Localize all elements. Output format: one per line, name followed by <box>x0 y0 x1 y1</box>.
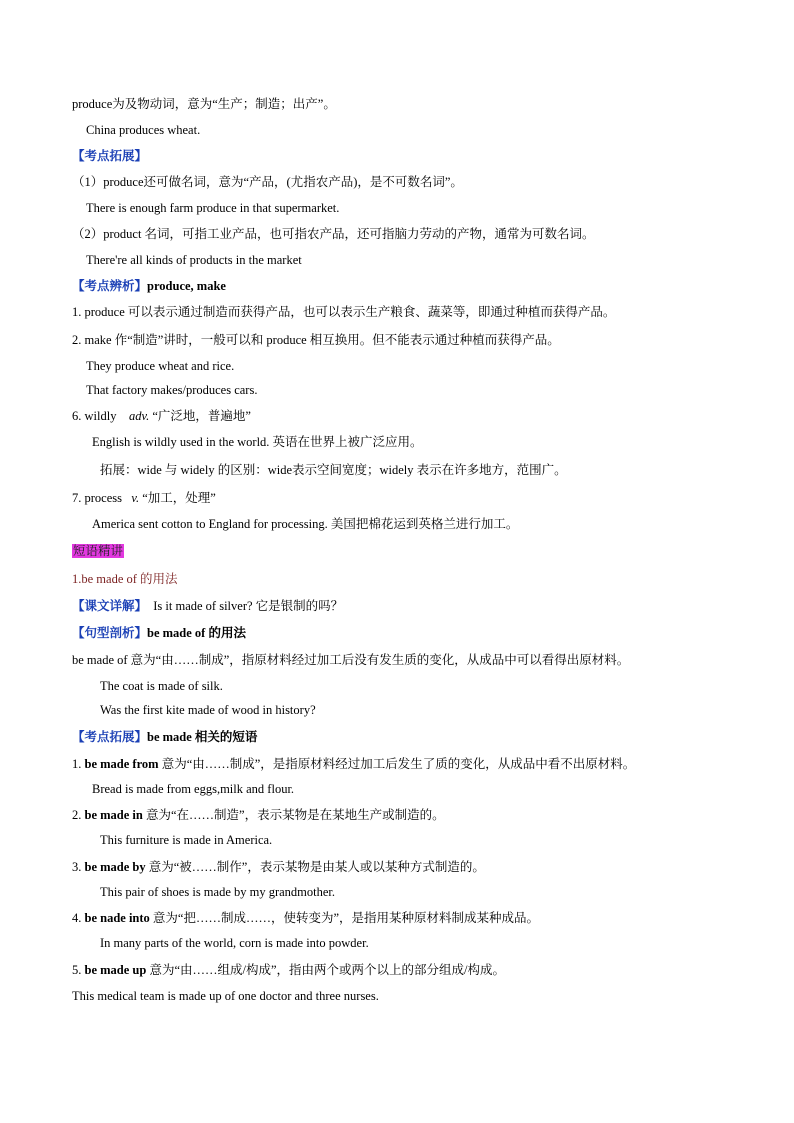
extension-note: 拓展：wide 与 widely 的区别：wide表示空间宽度；widely 表示在许多地方，范围广。 <box>100 463 567 477</box>
vocab-wildly <box>72 408 251 424</box>
phrase-meaning: 意为“由……组成/构成”，指由两个或两个以上的部分组成/构成。 <box>146 963 505 977</box>
example-sentence: Bread is made from eggs,milk and flour. <box>92 782 295 796</box>
part-of-speech: v. <box>131 491 140 505</box>
phrase-be-made-by <box>72 859 485 875</box>
text-explanation <box>72 598 343 614</box>
phrase-term: be made in <box>84 808 143 822</box>
example-sentence: America sent cotton to England for processing. 美国把棉花运到英格兰进行加工。 <box>92 517 519 531</box>
example-sentence: This furniture is made in America. <box>100 833 273 847</box>
example-sentence: Was the first kite made of wood in history? <box>100 703 316 717</box>
vocab-meaning: “广泛地，普遍地” <box>152 409 251 423</box>
produce-definition: produce为及物动词，意为“生产；制造；出产”。 <box>72 97 336 111</box>
distinction-heading <box>72 278 226 294</box>
section-tag-pattern: 【句型剖析】 <box>72 626 148 640</box>
phrase-meaning: 意为“把……制成……，使转变为”，是指用某种原材料制成某种成品。 <box>149 911 540 925</box>
list-number: 2. <box>72 808 85 822</box>
part-of-speech: adv. <box>128 409 150 423</box>
phrase-term: be made from <box>84 757 159 771</box>
example-sentence: That factory makes/produces cars. <box>86 383 258 397</box>
phrase-be-made-into <box>72 910 539 926</box>
example-sentence: English is wildly used in the world. 英语在世界上被广泛应用。 <box>92 435 423 449</box>
produce-noun-note: （1）produce还可做名词，意为“产品，(尤指农产品)，是不可数名词”。 <box>72 175 463 189</box>
distinction-point-2: 2. make 作“制造”讲时，一般可以和 produce 相互换用。但不能表示通过种植而获得产品。 <box>72 333 560 347</box>
section-tag-extension: 【考点拓展】 <box>72 149 148 163</box>
distinction-point-1: 1. produce 可以表示通过制造而获得产品，也可以表示生产粮食、蔬菜等，即通过种植而获得产品。 <box>72 305 616 319</box>
example-sentence: China produces wheat. <box>86 123 201 137</box>
distinction-topic: produce, make <box>147 279 226 293</box>
phrase-be-made-in <box>72 807 445 823</box>
example-sentence: There're all kinds of products in the market <box>86 253 302 267</box>
phrase-term: be made by <box>84 860 146 874</box>
phrase-term: be nade into <box>84 911 150 925</box>
vocab-word: 7. process <box>72 491 122 505</box>
example-sentence: They produce wheat and rice. <box>86 359 235 373</box>
be-made-of-definition: be made of 意为“由……制成”，指原材料经过加工后没有发生质的变化，从成品中可以看得出原材料。 <box>72 653 630 667</box>
vocab-word: 6. wildly <box>72 409 117 423</box>
list-number: 5. <box>72 963 85 977</box>
pattern-analysis <box>72 625 246 641</box>
phrase-meaning: 意为“被……制作”，表示某物是由某人或以某种方式制造的。 <box>145 860 485 874</box>
section-tag-distinction: 【考点辨析】 <box>72 279 148 293</box>
section-tag-extension: 【考点拓展】 <box>72 730 148 744</box>
example-sentence: The coat is made of silk. <box>100 679 223 693</box>
section-tag-text: 【课文详解】 <box>72 599 148 613</box>
example-sentence: There is enough farm produce in that supermarket. <box>86 201 340 215</box>
product-noun-note: （2）product 名词，可指工业产品，也可指农产品，还可指脑力劳动的产物，通常为可数名词。 <box>72 227 595 241</box>
phrase-be-made-up <box>72 962 505 978</box>
highlighted-heading: 短语精讲 <box>73 544 124 558</box>
related-phrases-topic: be made 相关的短语 <box>147 730 258 744</box>
pattern-topic: be made of 的用法 <box>147 626 246 640</box>
section-heading-phrases <box>72 543 124 559</box>
phrase-term: be made up <box>84 963 147 977</box>
subheading-be-made-of: 1.be made of 的用法 <box>72 572 178 586</box>
phrase-meaning: 意为“在……制造”，表示某物是在某地生产或制造的。 <box>142 808 445 822</box>
list-number: 3. <box>72 860 85 874</box>
list-number: 1. <box>72 757 85 771</box>
list-number: 4. <box>72 911 85 925</box>
text-example: Is it made of silver? 它是银制的吗？ <box>153 599 344 613</box>
phrase-meaning: 意为“由……制成”，是指原材料经过加工后发生了质的变化，从成品中看不出原材料。 <box>158 757 636 771</box>
related-phrases-heading <box>72 729 257 745</box>
example-sentence: This pair of shoes is made by my grandmother. <box>100 885 336 899</box>
vocab-meaning: “加工，处理” <box>142 491 216 505</box>
example-sentence: This medical team is made up of one doctor and three nurses. <box>72 989 379 1003</box>
vocab-process <box>72 490 216 506</box>
example-sentence: In many parts of the world, corn is made into powder. <box>100 936 369 950</box>
phrase-be-made-from <box>72 756 635 772</box>
